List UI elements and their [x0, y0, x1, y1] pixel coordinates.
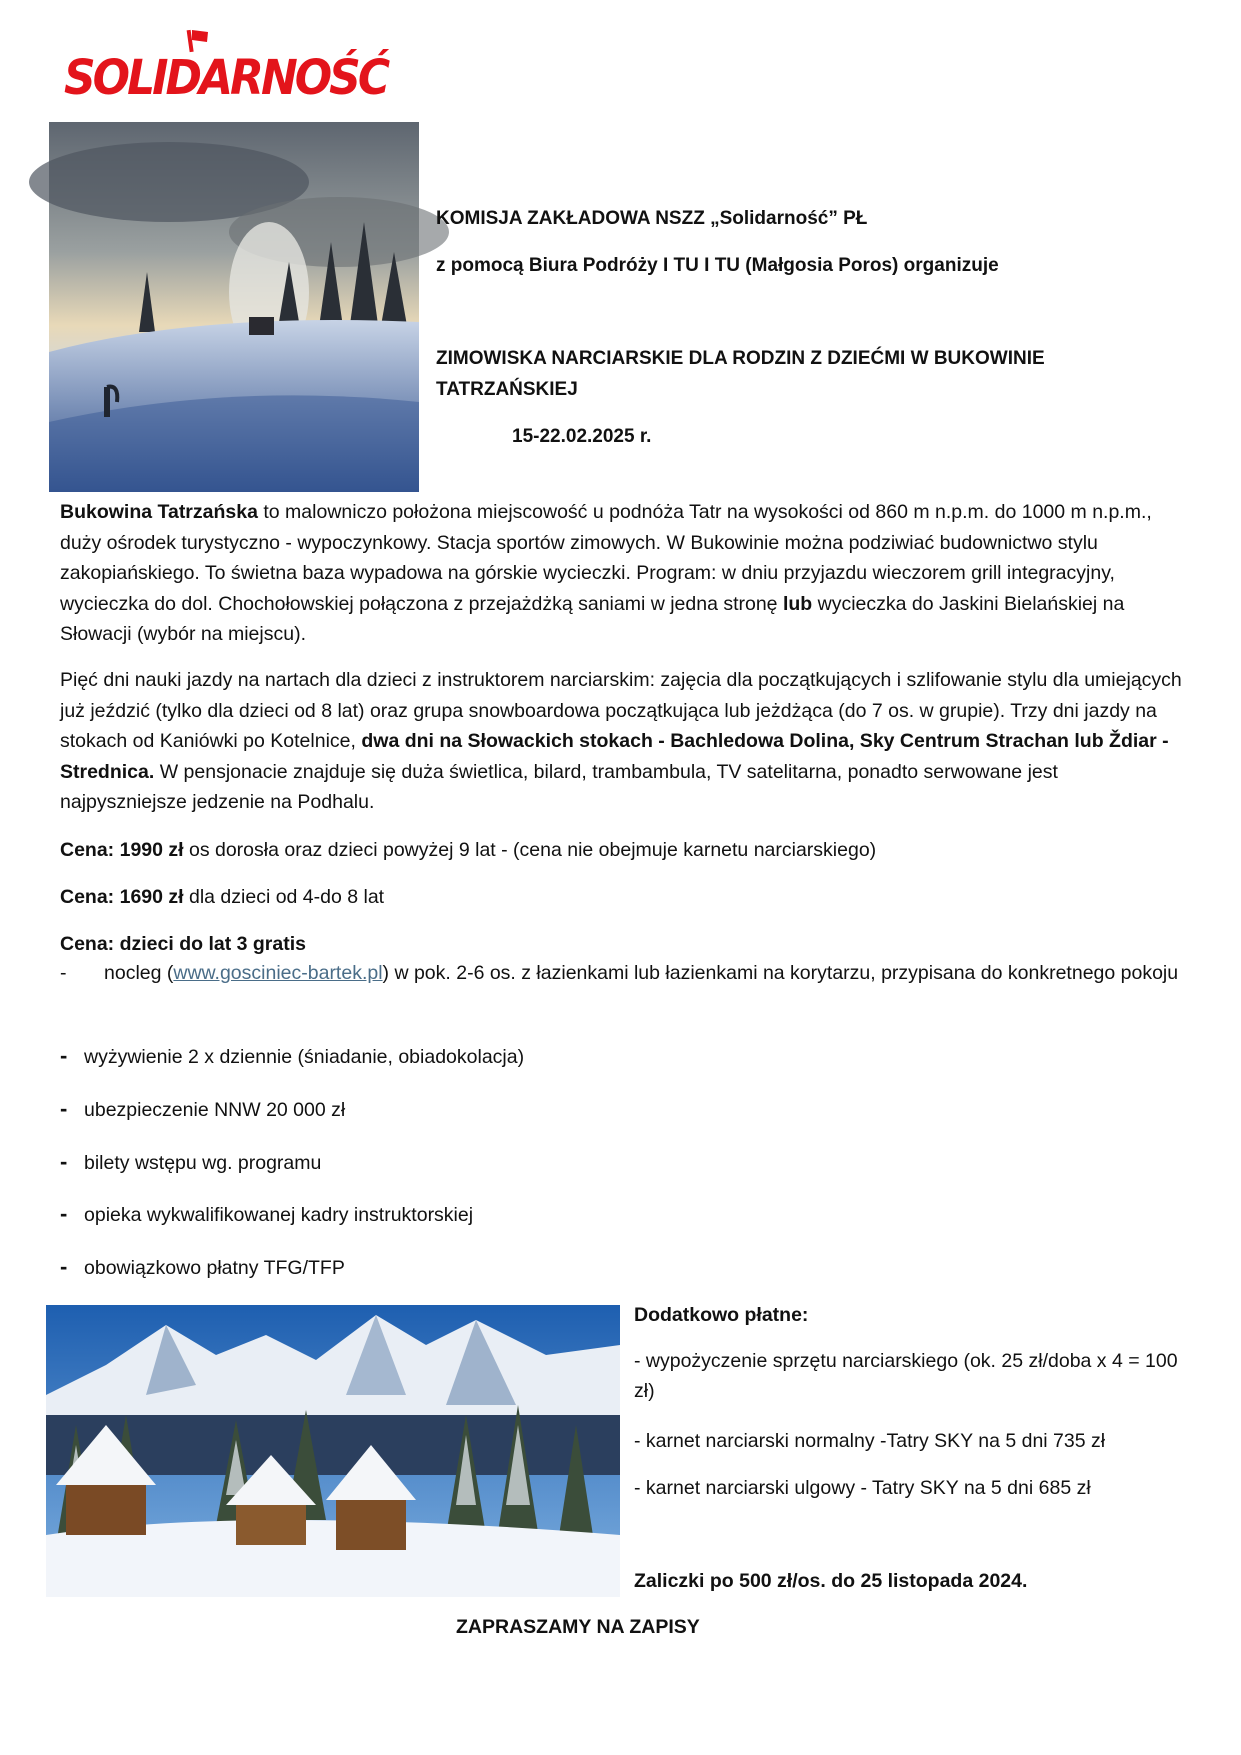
organizer-subheading: z pomocą Biura Podróży I TU I TU (Małgosia Poros) organizuje [436, 255, 999, 276]
included-item: - obowiązkowo płatny TFG/TFP [60, 1254, 345, 1279]
deposit-note: Zaliczki po 500 zł/os. do 25 listopada 2024. [634, 1570, 1028, 1592]
place-name: Bukowina Tatrzańska [60, 501, 258, 523]
event-dates: 15-22.02.2025 r. [512, 426, 652, 447]
intro-paragraph: Bukowina Tatrzańska to malowniczo położona miejscowość u podnóża Tatr na wysokości od 860 m n.p.m. do 1000 m n.p.m., duży ośrodek turystyczno - wypoczynkowy. Stacja sportów zimowych. W Bukowinie można podziwiać budownictwo stylu zakopiańskiego. To świetna baza wypadowa na górskie wycieczki. Program: w dniu przyjazdu wieczorem grill integracyjny, wycieczka do dol. Chochołowskiej połączona z przejażdżką saniami w jedna stronę lub wycieczka do Jaskini Bielańskiej na Słowacji (wybór na miejscu). [60, 501, 1152, 645]
accommodation-line: - nocleg (www.gosciniec-bartek.pl) w pok. 2-6 os. z łazienkami lub łazienkami na korytarzu, przypisana do konkretnego pokoju [60, 962, 1179, 984]
extras-item: - wypożyczenie sprzętu narciarskiego (ok. 25 zł/doba x 4 = 100 zł) [634, 1350, 1178, 1402]
organizer-heading: KOMISJA ZAKŁADOWA NSZZ „Solidarność” PŁ [436, 208, 868, 229]
included-item: - ubezpieczenie NNW 20 000 zł [60, 1096, 346, 1121]
event-title: ZIMOWISKA NARCIARSKIE DLA RODZIN Z DZIEĆMI W BUKOWINIE TATRZAŃSKIEJ [436, 348, 1045, 400]
included-item: - wyżywienie 2 x dziennie (śniadanie, obiadokolacja) [60, 1043, 525, 1068]
price-child: Cena: 1690 zł dla dzieci od 4-do 8 lat [60, 886, 385, 908]
snow-cannon-photo [49, 122, 419, 492]
extras-title: Dodatkowo płatne: [634, 1304, 809, 1326]
extras-item: - karnet narciarski ulgowy - Tatry SKY na 5 dni 685 zł [634, 1477, 1091, 1499]
included-item: - bilety wstępu wg. programu [60, 1149, 322, 1174]
solidarnosc-logo [62, 28, 388, 106]
guesthouse-link[interactable]: www.gosciniec-bartek.pl [173, 962, 383, 984]
svg-text:SOLIDARNOŚĆ: SOLIDARNOŚĆ [64, 49, 388, 106]
price-adult: Cena: 1990 zł os dorosła oraz dzieci powyżej 9 lat - (cena nie obejmuje karnetu narciarskiego) [60, 839, 877, 861]
extras-item: - karnet narciarski normalny -Tatry SKY na 5 dni 735 zł [634, 1430, 1106, 1452]
invitation: ZAPRASZAMY NA ZAPISY [456, 1616, 700, 1638]
included-item: - opieka wykwalifikowanej kadry instruktorskiej [60, 1201, 474, 1226]
price-toddler: Cena: dzieci do lat 3 gratis [60, 933, 306, 955]
mountain-chalets-photo [46, 1305, 620, 1597]
ski-paragraph: Pięć dni nauki jazdy na nartach dla dzieci z instruktorem narciarskim: zajęcia dla początkujących i szlifowanie stylu dla umiejących już jeździć (tylko dla dzieci od 8 lat) oraz grupa snowboardowa początkująca lub jeżdżąca (do 7 os. w grupie). Trzy dni jazdy na stokach od Kaniówki po Kotelnice, dwa dni na Słowackich stokach - Bachledowa Dolina, Sky Centrum Strachan lub Ždiar - Strednica. W pensjonacie znajduje się duża świetlica, bilard, trambambula, TV satelitarna, ponadto serwowane jest najpyszniejsze jedzenie na Podhalu. [60, 669, 1182, 813]
